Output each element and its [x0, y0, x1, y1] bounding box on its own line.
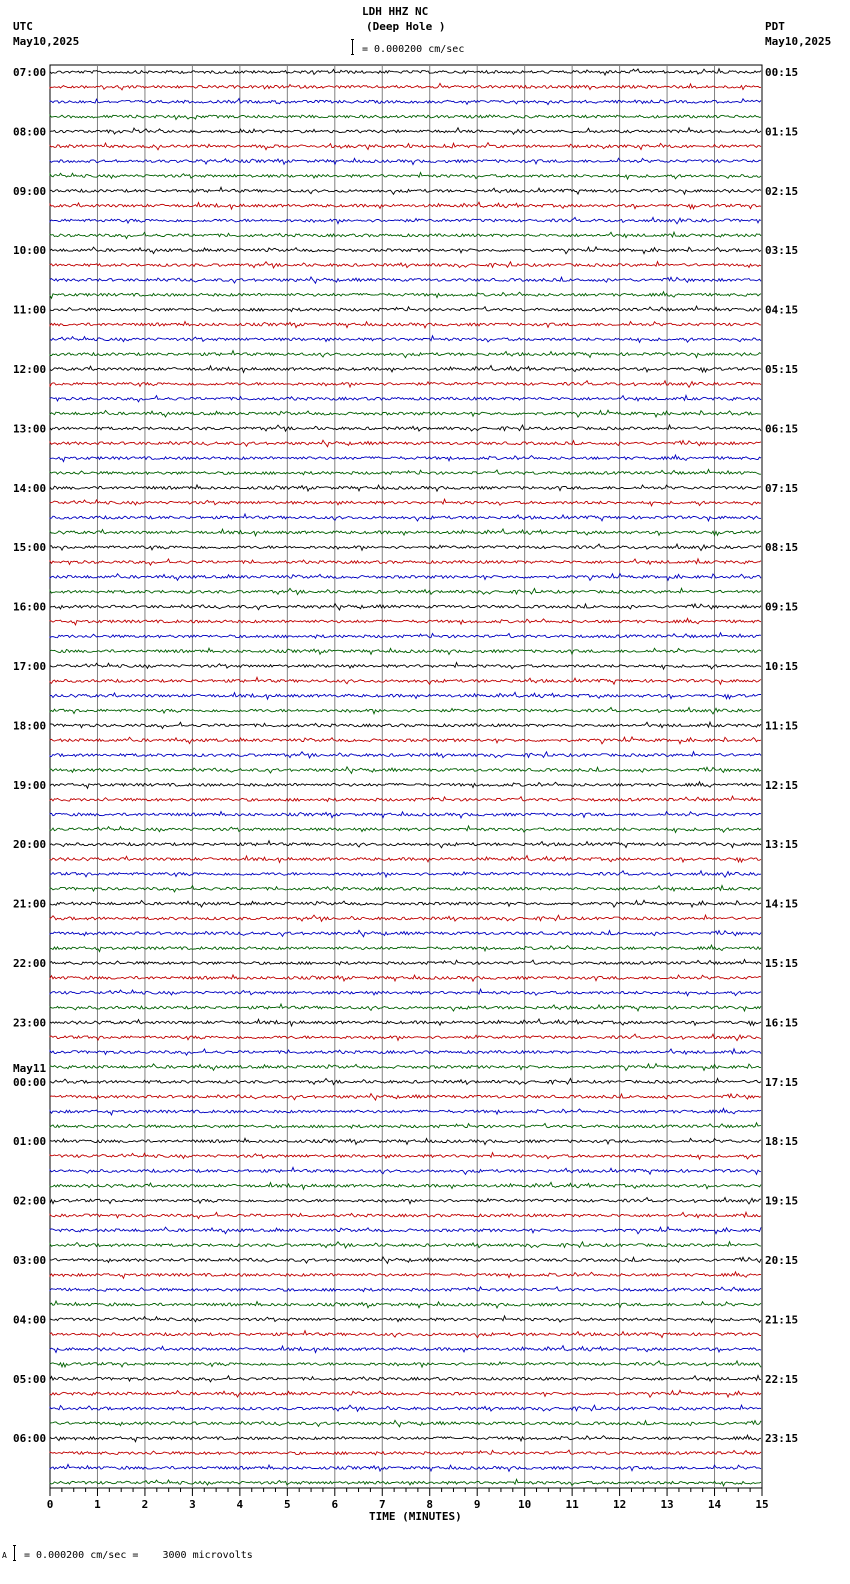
trace-line: [50, 425, 761, 431]
x-tick-label: 4: [236, 1498, 244, 1511]
right-hour-label: 02:15: [765, 184, 799, 198]
right-hour-label: 17:15: [765, 1075, 799, 1089]
trace-line: [50, 306, 761, 311]
trace-line: [50, 1123, 761, 1128]
trace-line: [50, 945, 761, 952]
left-hour-label: 05:00: [13, 1372, 47, 1386]
left-hour-label: 11:00: [13, 303, 47, 317]
trace-line: [50, 158, 761, 164]
trace-line: [50, 782, 761, 789]
trace-line: [50, 692, 761, 699]
left-hour-label: 03:00: [13, 1254, 47, 1267]
x-tick-label: 2: [141, 1498, 149, 1511]
trace-line: [50, 381, 761, 388]
trace-line: [50, 618, 761, 625]
right-hour-label: 19:15: [765, 1194, 799, 1208]
left-hour-label: 07:00: [13, 66, 47, 79]
left-hour-label: 00:00: [13, 1075, 47, 1089]
right-hour-label: 12:15: [765, 778, 799, 792]
x-tick-label: 15: [755, 1498, 769, 1511]
left-hour-label: 13:00: [13, 422, 47, 436]
trace-line: [50, 262, 761, 268]
left-hour-label: 12:00: [13, 363, 47, 376]
left-hour-label: 10:00: [13, 244, 47, 258]
right-hour-label: 11:15: [765, 719, 799, 733]
left-hour-label: 06:00: [13, 1432, 47, 1446]
right-hour-label: 14:15: [765, 897, 799, 911]
right-hour-label: 10:15: [765, 660, 799, 673]
trace-line: [50, 292, 761, 299]
trace-line: [50, 826, 761, 833]
trace-line: [50, 1287, 761, 1292]
trace-line: [50, 915, 761, 921]
trace-line: [50, 588, 761, 594]
trace-line: [50, 529, 761, 536]
trace-line: [50, 173, 761, 180]
left-hour-label: 19:00: [13, 778, 47, 792]
left-hour-label: 09:00: [13, 184, 47, 198]
trace-line: [50, 1257, 761, 1263]
trace-line: [50, 83, 761, 90]
right-date: May10,2025: [765, 35, 832, 48]
trace-line: [50, 1450, 761, 1455]
trace-line: [50, 469, 761, 474]
trace-line: [50, 336, 761, 343]
trace-line: [50, 322, 761, 328]
left-hour-label: 17:00: [13, 660, 47, 673]
x-tick-label: 5: [284, 1498, 291, 1511]
trace-line: [50, 217, 761, 223]
trace-line: [50, 187, 761, 194]
time-axis: [47, 1488, 769, 1511]
footer-scale-bar-icon: [13, 1545, 16, 1561]
trace-line: [50, 1094, 761, 1101]
left-hour-label: 20:00: [13, 838, 47, 852]
x-tick-label: 7: [378, 1498, 386, 1511]
trace-line: [50, 856, 761, 863]
footer-prefix: A: [2, 1551, 7, 1560]
trace-line: [50, 1316, 761, 1323]
trace-line: [50, 395, 761, 401]
x-tick-label: 1: [94, 1498, 101, 1511]
trace-line: [50, 604, 761, 610]
x-tick-label: 6: [331, 1498, 339, 1511]
trace-line: [50, 1034, 761, 1041]
x-tick-label: 14: [707, 1498, 722, 1511]
trace-line: [50, 975, 761, 981]
station-title: LDH HHZ NC: [362, 5, 429, 18]
trace-line: [50, 767, 761, 774]
left-date: May10,2025: [13, 35, 80, 48]
left-hour-label: 23:00: [13, 1016, 47, 1030]
left-hour-label: 14:00: [13, 481, 47, 495]
trace-line: [50, 1405, 761, 1411]
left-hour-label: 16:00: [13, 600, 47, 614]
trace-line: [50, 143, 761, 150]
trace-line: [50, 1198, 761, 1204]
right-hour-label: 05:15: [765, 363, 799, 376]
trace-line: [50, 1435, 761, 1442]
trace-line: [50, 1064, 761, 1071]
right-hour-label: 16:15: [765, 1016, 799, 1030]
trace-line: [50, 841, 761, 848]
trace-line: [50, 737, 761, 744]
trace-line: [50, 544, 761, 550]
left-hour-label: 18:00: [13, 719, 47, 733]
right-hour-label: 06:15: [765, 422, 799, 436]
trace-line: [50, 812, 761, 818]
trace-line: [50, 351, 761, 358]
hour-labels: [13, 66, 798, 1445]
trace-line: [50, 663, 761, 670]
right-hour-label: 09:15: [765, 600, 799, 614]
x-tick-label: 12: [612, 1498, 627, 1511]
trace-line: [50, 648, 761, 654]
x-tick-label: 10: [518, 1498, 532, 1511]
trace-line: [50, 499, 761, 506]
x-tick-label: 8: [426, 1498, 434, 1511]
left-hour-label: 08:00: [13, 125, 47, 139]
seismic-traces: [50, 69, 761, 1486]
trace-line: [50, 440, 761, 447]
right-hour-label: 03:15: [765, 244, 799, 258]
trace-line: [50, 1390, 761, 1397]
x-tick-label: 11: [565, 1498, 579, 1511]
x-tick-label: 13: [660, 1498, 674, 1511]
trace-line: [50, 1138, 761, 1144]
right-hour-label: 00:15: [765, 66, 799, 79]
left-hour-label: 22:00: [13, 957, 47, 970]
right-timezone: PDT: [765, 20, 785, 33]
right-hour-label: 18:15: [765, 1135, 799, 1149]
trace-line: [50, 1108, 761, 1115]
trace-line: [50, 559, 761, 565]
left-hour-label: 04:00: [13, 1313, 47, 1327]
trace-line: [50, 1004, 761, 1011]
x-tick-label: 0: [46, 1498, 54, 1511]
trace-line: [50, 886, 761, 892]
right-hour-label: 23:15: [765, 1432, 799, 1446]
x-tick-label: 9: [473, 1498, 481, 1511]
trace-line: [50, 1479, 761, 1486]
trace-line: [50, 722, 761, 728]
right-hour-label: 13:15: [765, 838, 799, 852]
trace-line: [50, 410, 761, 417]
footer-scale-text: = 0.000200 cm/sec = 3000 microvolts: [24, 1550, 253, 1561]
trace-line: [50, 989, 761, 996]
trace-line: [50, 247, 761, 254]
trace-line: [50, 69, 761, 75]
location-title: (Deep Hole ): [366, 20, 446, 33]
trace-line: [50, 455, 761, 462]
left-hour-label: 15:00: [13, 541, 47, 555]
left-hour-label: 21:00: [13, 897, 47, 911]
left-hour-label: 02:00: [13, 1194, 47, 1208]
trace-line: [50, 1361, 761, 1368]
trace-line: [50, 277, 761, 283]
right-hour-label: 08:15: [765, 541, 799, 555]
trace-line: [50, 366, 761, 373]
scale-bar-icon: [351, 39, 354, 55]
trace-line: [50, 1049, 761, 1055]
trace-line: [50, 752, 761, 758]
trace-line: [50, 930, 761, 936]
trace-line: [50, 1331, 761, 1338]
right-hour-label: 21:15: [765, 1313, 799, 1327]
date-change-label: May11: [13, 1061, 47, 1075]
trace-line: [50, 1153, 761, 1160]
trace-line: [50, 1078, 761, 1084]
trace-line: [50, 232, 761, 238]
trace-line: [50, 1301, 761, 1308]
trace-line: [50, 677, 761, 684]
x-axis-label: TIME (MINUTES): [369, 1510, 462, 1523]
trace-line: [50, 115, 761, 120]
trace-line: [50, 796, 761, 801]
trace-line: [50, 1464, 761, 1471]
trace-line: [50, 633, 761, 638]
trace-line: [50, 1376, 761, 1382]
trace-line: [50, 1227, 761, 1234]
scale-text: = 0.000200 cm/sec: [362, 44, 465, 55]
trace-line: [50, 960, 761, 965]
trace-line: [50, 514, 761, 521]
trace-line: [50, 1167, 761, 1174]
x-tick-label: 3: [189, 1498, 196, 1511]
left-timezone: UTC: [13, 20, 33, 33]
right-hour-label: 07:15: [765, 481, 799, 495]
trace-line: [50, 1019, 761, 1026]
trace-line: [50, 574, 761, 581]
trace-line: [50, 99, 761, 105]
trace-line: [50, 707, 761, 714]
trace-line: [50, 128, 761, 135]
right-hour-label: 15:15: [765, 957, 799, 970]
trace-line: [50, 900, 761, 907]
right-hour-label: 01:15: [765, 125, 799, 139]
trace-line: [50, 871, 761, 877]
trace-line: [50, 1242, 761, 1248]
right-hour-label: 22:15: [765, 1372, 799, 1386]
trace-line: [50, 1212, 761, 1218]
trace-line: [50, 1182, 761, 1189]
trace-line: [50, 1346, 761, 1353]
right-hour-label: 20:15: [765, 1254, 799, 1267]
trace-line: [50, 1272, 761, 1279]
trace-line: [50, 1420, 761, 1427]
right-hour-label: 04:15: [765, 303, 799, 317]
left-hour-label: 01:00: [13, 1135, 47, 1149]
trace-line: [50, 202, 761, 209]
trace-line: [50, 485, 761, 491]
